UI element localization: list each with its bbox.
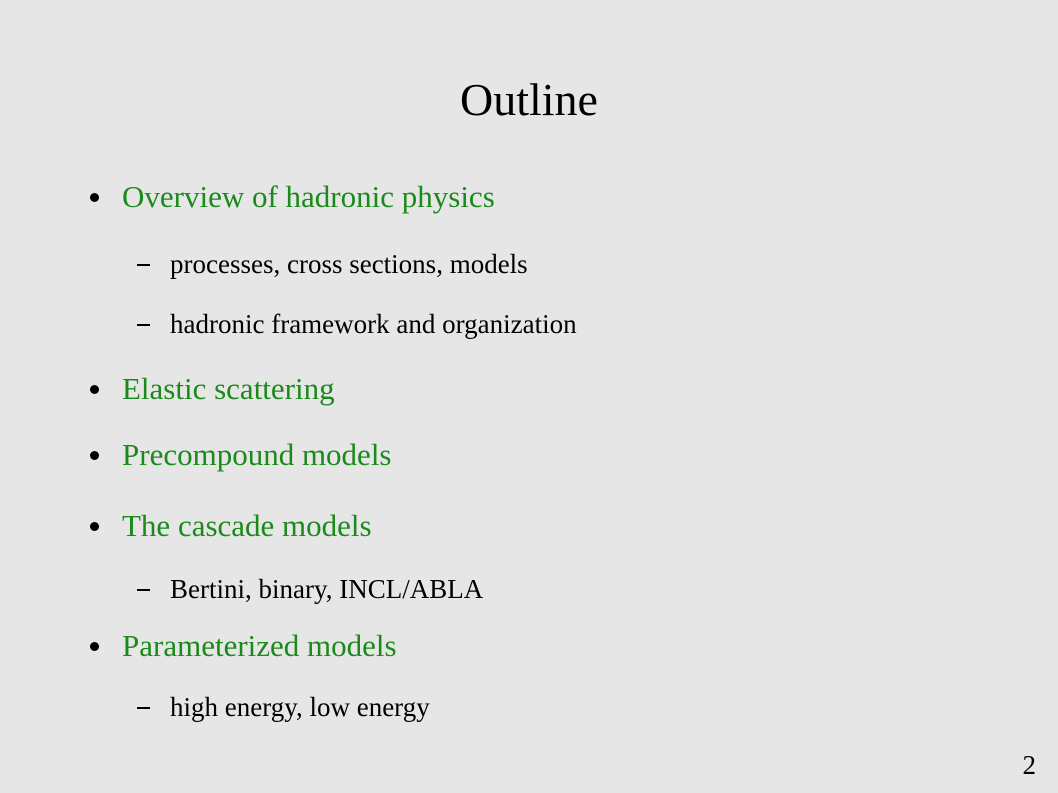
- bullet-dash-icon: [137, 707, 150, 709]
- bullet-dash-icon: [137, 264, 150, 266]
- outline-subitem-label: Bertini, binary, INCL/ABLA: [170, 574, 484, 604]
- bullet-dot-icon: [90, 193, 99, 202]
- outline-subitem-label: hadronic framework and organization: [170, 309, 577, 339]
- bullet-dot-icon: [90, 522, 99, 531]
- outline-item-label: Precompound models: [122, 437, 392, 472]
- bullet-dash-icon: [137, 589, 150, 591]
- outline-item-label: Elastic scattering: [122, 371, 335, 406]
- bullet-dot-icon: [90, 642, 99, 651]
- page-number: 2: [1022, 750, 1036, 780]
- bullet-dash-icon: [137, 324, 150, 326]
- bullet-dot-icon: [90, 385, 99, 394]
- slide-title: Outline: [460, 74, 598, 125]
- outline-subitem-label: high energy, low energy: [170, 692, 430, 722]
- outline-item-label: Overview of hadronic physics: [122, 179, 495, 214]
- outline-subitem-label: processes, cross sections, models: [170, 249, 528, 279]
- outline-item-label: The cascade models: [122, 508, 372, 543]
- outline-item-label: Parameterized models: [122, 628, 397, 663]
- bullet-dot-icon: [90, 451, 99, 460]
